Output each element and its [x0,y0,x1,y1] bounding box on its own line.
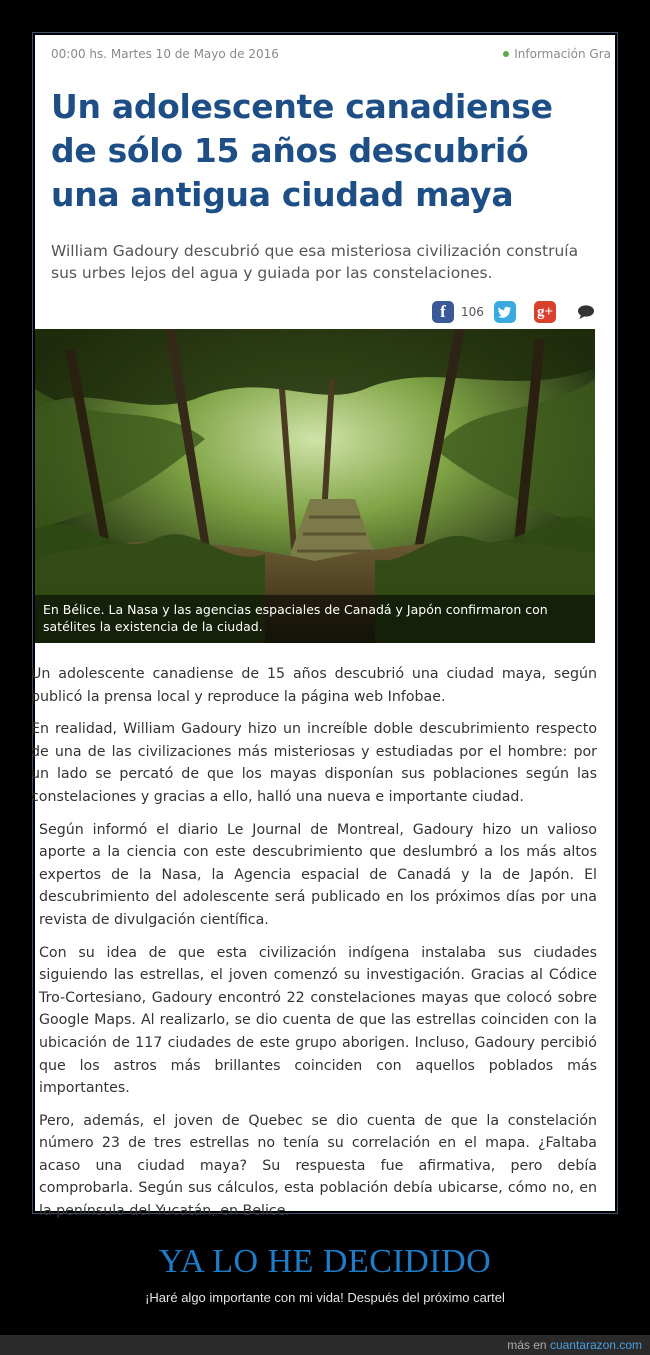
footer-prefix: más en [507,1338,550,1352]
banner-title: YA LO HE DECIDIDO [158,1243,492,1280]
article-meta [51,47,615,65]
article-page [31,35,615,1220]
paragraph: Un adolescente canadiense de 15 años descubrió una ciudad maya, según publicó la prensa local y reproduce la página web Infobae. [31,666,597,705]
paragraph: En realidad, William Gadoury hizo un increíble doble descubrimiento respecto de una de las civilizaciones más misteriosas y estudiadas por el hombre: por un lado se percató de que los mayas disponían sus poblaciones según las constelaciones y gracias a ello, halló una nueva e importante ciudad. [31,721,597,805]
article-body [31,663,597,1233]
comment-icon[interactable] [577,304,595,320]
section-label: Información Gra [514,47,611,61]
facebook-icon[interactable]: f [432,301,454,323]
google-plus-icon[interactable]: g+ [534,301,556,323]
paragraph: Pero, además, el joven de Quebec se dio cuenta de que la constelación número 23 de tres estrellas no tenía su correlación en el mapa. ¿Faltaba acaso una ciudad maya? Su respuesta fue afirmativa, pero debía comprobarla. Según sus cálculos, esta población debía ubicarse, cómo no, en la península del Yucatán, en Belice. [39,1112,597,1220]
section-link[interactable] [503,47,611,61]
section-dot-icon [503,51,509,57]
banner-tagline: ¡Haré algo importante con mi vida! Después del próximo cartel [145,1290,505,1305]
article-photo [35,329,595,643]
article-subtitle: William Gadoury descubrió que esa misteriosa civilización construía sus urbes lejos del agua y guiada por las constelaciones. [51,242,579,282]
site-link[interactable]: cuantarazon.com [549,1338,642,1352]
article-headline: Un adolescente canadiense de sólo 15 años descubrió una antigua ciudad maya [51,87,553,214]
photo-caption: En Bélice. La Nasa y las agencias espaciales de Canadá y Japón confirmaron con satélites la existencia de la ciudad. [35,595,595,643]
caption-banner [0,1240,650,1305]
paragraph: Con su idea de que esta civilización indígena instalaba sus ciudades siguiendo las estrellas, el joven comenzó su investigación. Gracias al Códice Tro-Cortesiano, Gadoury encontró 22 constelaciones mayas que colocó sobre Google Maps. Al realizarlo, se dio cuenta de que las estrellas coinciden con la ubicación de 117 ciudades de este grupo aborigen. Incluso, Gadoury percibió que los astros más brillantes coinciden con aquellos poblados más importantes. [39,944,597,1097]
share-bar [35,301,615,325]
twitter-icon[interactable] [494,301,516,323]
article-frame [31,32,618,1220]
article-date: 00:00 hs. Martes 10 de Mayo de 2016 [51,47,279,61]
facebook-share-count: 106 [461,305,484,319]
twitter-bird-icon [494,301,516,323]
site-footer [0,1335,650,1355]
paragraph: Según informó el diario Le Journal de Montreal, Gadoury hizo un valioso aporte a la ciencia con este descubrimiento que deslumbró a los más altos expertos de la Nasa, la Agencia espacial de Canadá y la de Japón. El descubrimiento del adolescente será publicado en los próximos días por una revista de divulgación científica. [39,821,597,928]
